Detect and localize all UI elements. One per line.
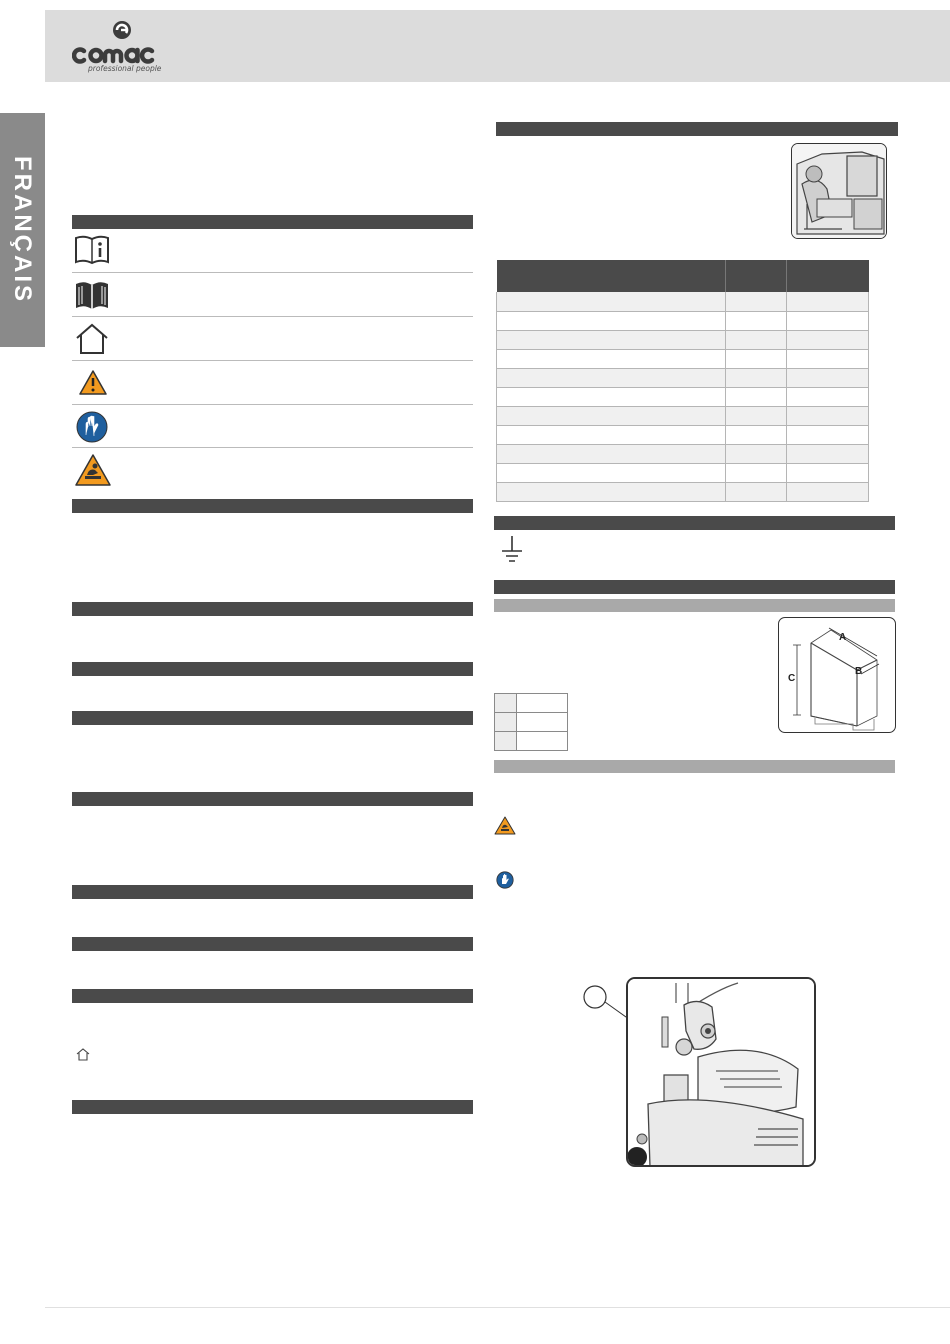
table-row xyxy=(497,482,869,501)
table-row xyxy=(495,694,568,713)
symbol-row-warning xyxy=(72,361,473,405)
table-row xyxy=(497,368,869,387)
section-bar-machine xyxy=(496,122,898,136)
table-header-cell xyxy=(497,260,726,292)
ground-icon xyxy=(500,535,524,567)
house-icon xyxy=(74,322,110,356)
handle-pin-photo xyxy=(626,977,816,1167)
sub-section-bar-dimensions xyxy=(494,599,895,612)
package-dimensions-table xyxy=(494,693,568,751)
gloves-mandatory-icon xyxy=(496,871,514,889)
table-row xyxy=(497,425,869,444)
technical-data-table xyxy=(496,260,869,502)
symbol-row-house xyxy=(72,317,473,361)
house-icon xyxy=(76,1048,90,1061)
crush-hazard-icon xyxy=(74,453,112,488)
table-row xyxy=(495,713,568,732)
section-bar-electrical xyxy=(494,516,895,530)
header-band xyxy=(45,10,950,82)
table-header-cell xyxy=(787,260,869,292)
symbol-row-crush-hazard xyxy=(72,448,473,498)
table-header-row xyxy=(497,260,869,292)
section-bar-9 xyxy=(72,1100,473,1114)
open-book-icon xyxy=(74,279,110,311)
section-bar-packaging xyxy=(494,580,895,594)
manual-info-icon xyxy=(74,234,110,266)
package-dimensions-diagram xyxy=(778,617,896,733)
table-row xyxy=(497,349,869,368)
table-row xyxy=(497,463,869,482)
crush-hazard-icon xyxy=(494,816,516,836)
symbol-row-gloves xyxy=(72,405,473,448)
table-row xyxy=(497,444,869,463)
table-row xyxy=(497,311,869,330)
table-row xyxy=(495,732,568,751)
table-row xyxy=(497,292,869,311)
section-bar-1 xyxy=(72,499,473,513)
symbol-row-manual-info xyxy=(72,229,473,273)
table-row xyxy=(497,406,869,425)
section-bar-5 xyxy=(72,792,473,806)
footer-divider xyxy=(45,1307,950,1308)
dimension-label-b: B xyxy=(855,666,863,677)
section-bar-7 xyxy=(72,937,473,951)
table-row xyxy=(497,330,869,349)
machine-top-photo xyxy=(791,143,887,239)
language-label: FRANÇAIS xyxy=(9,156,36,304)
brand-tagline: professional people xyxy=(88,64,162,73)
gloves-mandatory-icon xyxy=(76,411,108,443)
dimension-label-a: A xyxy=(839,632,847,643)
table-header-cell xyxy=(726,260,787,292)
sub-section-bar-unpacking xyxy=(494,760,895,773)
warning-triangle-icon xyxy=(78,369,108,397)
symbol-row-open-book xyxy=(72,273,473,317)
section-bar-symbols xyxy=(72,215,473,229)
dimension-label-c: C xyxy=(788,673,796,684)
table-row xyxy=(497,387,869,406)
section-bar-3 xyxy=(72,662,473,676)
figure-number-badge xyxy=(627,1147,647,1167)
section-bar-2 xyxy=(72,602,473,616)
section-bar-6 xyxy=(72,885,473,899)
section-bar-8 xyxy=(72,989,473,1003)
section-bar-4 xyxy=(72,711,473,725)
